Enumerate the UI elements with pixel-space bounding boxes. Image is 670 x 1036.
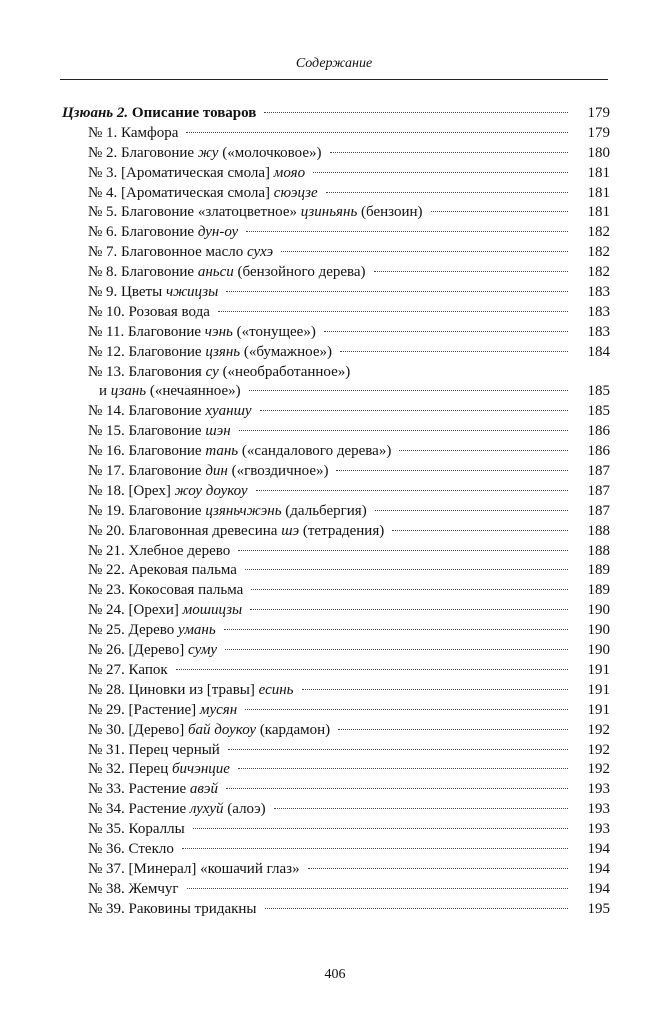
title-segment: № 5. Благовоние «златоцветное» xyxy=(88,204,301,221)
title-segment: су xyxy=(205,363,219,380)
title-segment: № 10. Розовая вода xyxy=(88,303,210,320)
dot-leader xyxy=(228,748,568,750)
dot-leader xyxy=(176,668,568,670)
dot-leader xyxy=(249,389,568,391)
toc-page-number: 187 xyxy=(587,463,610,480)
toc-entry-title xyxy=(88,601,242,621)
toc-entry-title xyxy=(88,681,294,701)
toc-page-number: 189 xyxy=(587,582,610,599)
toc-entry-title xyxy=(88,323,316,343)
title-segment: № 1. Камфора xyxy=(88,124,179,141)
title-segment: цзяньчжэнь xyxy=(205,502,282,519)
dot-leader xyxy=(239,429,568,431)
title-segment: № 21. Хлебное дерево xyxy=(88,542,231,559)
toc-entry xyxy=(62,223,610,243)
title-segment: (бензоин) xyxy=(357,204,423,221)
title-segment: суму xyxy=(188,642,218,659)
toc-entry-title xyxy=(88,840,174,860)
toc-entry xyxy=(62,661,610,681)
title-segment: (тетрадения) xyxy=(299,522,385,539)
toc-page-number: 192 xyxy=(587,761,610,778)
toc-entry xyxy=(62,601,610,621)
toc-entry xyxy=(62,203,610,223)
dot-leader xyxy=(193,827,568,829)
title-segment: («тонущее») xyxy=(232,323,316,340)
toc-entry-title xyxy=(88,263,366,283)
toc-entry-continuation xyxy=(62,382,610,402)
title-segment: № 39. Раковины тридакны xyxy=(88,900,257,917)
page-number: 406 xyxy=(324,967,346,982)
toc-page-number: 190 xyxy=(587,642,610,659)
title-segment: № 3. [Ароматическая смола] xyxy=(88,164,274,181)
toc-entry xyxy=(62,721,610,741)
toc-entry-title xyxy=(88,741,220,761)
title-segment: авэй xyxy=(189,781,219,798)
toc-entry xyxy=(62,482,610,502)
toc-entry-title xyxy=(88,780,218,800)
dot-leader xyxy=(256,489,568,491)
title-segment: есинь xyxy=(258,681,294,698)
toc-entry-title xyxy=(88,800,266,820)
title-segment: № 6. Благовоние xyxy=(88,224,198,241)
title-segment: № 28. Циновки из [травы] xyxy=(88,681,259,698)
running-head: Содержание xyxy=(295,56,373,71)
title-segment: № 25. Дерево xyxy=(88,622,179,639)
toc-entry-title xyxy=(88,283,218,303)
title-segment: № 7. Благовонное масло xyxy=(88,244,247,261)
title-segment: сухэ xyxy=(246,244,274,261)
toc-entry xyxy=(62,462,610,482)
toc-page-number: 191 xyxy=(587,661,610,678)
toc-page-number: 185 xyxy=(587,383,610,400)
toc-entry-title xyxy=(62,104,256,124)
toc-page-number: 189 xyxy=(587,562,610,579)
toc-page-number: 191 xyxy=(587,701,610,718)
title-segment: № 8. Благовоние xyxy=(88,264,198,281)
toc-page-number: 179 xyxy=(587,124,610,141)
toc-entry-title xyxy=(88,581,243,601)
title-segment: № 15. Благовоние xyxy=(88,423,206,440)
title-segment: хуаншу xyxy=(205,403,252,420)
dot-leader xyxy=(238,767,568,769)
toc-entry xyxy=(62,760,610,780)
title-segment: тань xyxy=(205,443,239,460)
toc-entry xyxy=(62,741,610,761)
dot-leader xyxy=(226,290,568,292)
dot-leader xyxy=(260,409,568,411)
header-rule xyxy=(60,79,608,80)
toc-entry xyxy=(62,581,610,601)
toc-entry-title xyxy=(88,422,231,442)
title-segment: № 19. Благовоние xyxy=(88,502,206,519)
toc-entry-title xyxy=(88,860,300,880)
table-of-contents xyxy=(62,104,610,920)
title-segment: («нечаянное») xyxy=(146,383,241,400)
toc-entry xyxy=(62,681,610,701)
dot-leader xyxy=(218,310,568,312)
title-segment: умань xyxy=(178,622,216,639)
toc-entry-title xyxy=(88,223,238,243)
toc-page-number: 183 xyxy=(587,323,610,340)
toc-page-number: 188 xyxy=(587,542,610,559)
title-segment: № 4. [Ароматическая смола] xyxy=(88,184,274,201)
toc-entry xyxy=(62,124,610,144)
dot-leader xyxy=(281,250,568,252)
dot-leader xyxy=(226,787,568,789)
toc-entry-title xyxy=(88,542,230,562)
dot-leader xyxy=(265,907,568,909)
title-segment: бай доукоу xyxy=(188,721,257,738)
toc-entry xyxy=(62,701,610,721)
toc-entry-title xyxy=(88,343,332,363)
toc-page-number: 188 xyxy=(587,522,610,539)
toc-page-number: 182 xyxy=(587,224,610,241)
title-segment: мошицзы xyxy=(182,602,243,619)
toc-entry-title xyxy=(88,760,230,780)
toc-entry xyxy=(62,422,610,442)
title-segment: лухуй xyxy=(189,801,224,818)
title-segment: № 38. Жемчуг xyxy=(88,880,179,897)
toc-page-number: 187 xyxy=(587,502,610,519)
toc-entry xyxy=(62,840,610,860)
toc-entry-title xyxy=(99,382,241,402)
title-segment: шэн xyxy=(205,423,231,440)
toc-entry xyxy=(62,343,610,363)
toc-entry xyxy=(62,621,610,641)
toc-entry xyxy=(62,243,610,263)
title-segment: жу xyxy=(197,144,219,161)
toc-page-number: 185 xyxy=(587,403,610,420)
title-segment: № 22. Арековая пальма xyxy=(88,562,237,579)
toc-entry xyxy=(62,880,610,900)
toc-page-number: 182 xyxy=(587,264,610,281)
toc-page-number: 190 xyxy=(587,602,610,619)
title-segment: № 33. Растение xyxy=(88,781,190,798)
toc-page-number: 194 xyxy=(587,840,610,857)
dot-leader xyxy=(182,847,568,849)
toc-page-number: 181 xyxy=(587,204,610,221)
dot-leader xyxy=(224,628,568,630)
toc-entry-title xyxy=(88,621,216,641)
title-segment: № 26. [Дерево] xyxy=(88,642,189,659)
toc-entry xyxy=(62,820,610,840)
title-segment: № 20. Благовонная древесина xyxy=(88,522,282,539)
title-segment: («бумажное») xyxy=(240,343,333,360)
dot-leader xyxy=(324,330,568,332)
toc-entry-title xyxy=(88,462,328,482)
toc-entry xyxy=(62,860,610,880)
toc-page-number: 193 xyxy=(587,801,610,818)
title-segment: Описание товаров xyxy=(128,105,257,121)
title-segment: чэнь xyxy=(204,323,233,340)
title-segment: № 36. Стекло xyxy=(88,840,174,857)
toc-entry-title xyxy=(88,243,273,263)
toc-entry xyxy=(62,402,610,422)
toc-page-number: 192 xyxy=(587,741,610,758)
toc-entry xyxy=(62,800,610,820)
title-segment: № 17. Благовоние xyxy=(88,463,206,480)
toc-entry xyxy=(62,542,610,562)
title-segment: сюэцзе xyxy=(273,184,318,201)
toc-entry-title xyxy=(88,561,237,581)
title-segment: № 12. Благовоние xyxy=(88,343,206,360)
title-segment: № 9. Цветы xyxy=(88,284,166,301)
toc-page-number: 180 xyxy=(587,144,610,161)
title-segment: и xyxy=(99,383,111,400)
toc-page-number: 181 xyxy=(587,184,610,201)
toc-entry-title xyxy=(88,661,168,681)
toc-entry xyxy=(62,442,610,462)
title-segment: («молочковое») xyxy=(218,144,322,161)
dot-leader xyxy=(374,270,568,272)
toc-page-number: 193 xyxy=(587,821,610,838)
title-segment: жоу доукоу xyxy=(174,482,248,499)
toc-page-number: 182 xyxy=(587,244,610,261)
toc-page-number: 195 xyxy=(587,900,610,917)
title-segment: № 30. [Дерево] xyxy=(88,721,189,738)
toc-entry xyxy=(62,641,610,661)
toc-entry xyxy=(62,164,610,184)
toc-entry xyxy=(62,144,610,164)
toc-page-number: 187 xyxy=(587,482,610,499)
toc-entry-title xyxy=(88,203,423,223)
toc-entry-title xyxy=(88,820,185,840)
dot-leader xyxy=(251,588,568,590)
title-segment: цзань xyxy=(110,383,147,400)
toc-page-number: 183 xyxy=(587,284,610,301)
dot-leader xyxy=(375,509,568,511)
title-segment: № 34. Растение xyxy=(88,801,190,818)
title-segment: Цзюань 2. xyxy=(62,105,129,121)
dot-leader xyxy=(245,708,568,710)
toc-entry xyxy=(62,303,610,323)
toc-entry-title xyxy=(88,701,237,721)
toc-entry-title xyxy=(88,363,350,383)
toc-entry-title xyxy=(88,502,367,522)
dot-leader xyxy=(399,449,568,451)
dot-leader xyxy=(338,728,568,730)
toc-page-number: 179 xyxy=(587,105,610,121)
title-segment: № 27. Капок xyxy=(88,661,168,678)
title-segment: № 13. Благовония xyxy=(88,363,206,380)
toc-entry xyxy=(62,363,610,383)
dot-leader xyxy=(225,648,568,650)
title-segment: (бензойного дерева) xyxy=(233,264,366,281)
toc-entry-title xyxy=(88,522,384,542)
toc-entry xyxy=(62,283,610,303)
toc-entry-title xyxy=(88,303,210,323)
toc-entry-title xyxy=(88,442,391,462)
dot-leader xyxy=(302,688,569,690)
toc-entry-title xyxy=(88,721,330,741)
toc-page-number: 183 xyxy=(587,303,610,320)
title-segment: № 18. [Орех] xyxy=(88,482,175,499)
toc-entry xyxy=(62,561,610,581)
dot-leader xyxy=(264,111,568,113)
toc-entry-title xyxy=(88,880,179,900)
toc-entry xyxy=(62,502,610,522)
toc-entry xyxy=(62,522,610,542)
toc-page-number: 191 xyxy=(587,681,610,698)
title-segment: № 32. Перец xyxy=(88,761,172,778)
dot-leader xyxy=(187,887,568,889)
toc-entry-title xyxy=(88,164,305,184)
title-segment: № 16. Благовоние xyxy=(88,443,206,460)
title-segment: № 14. Благовоние xyxy=(88,403,206,420)
title-segment: цзиньянь xyxy=(300,204,358,221)
title-segment: № 35. Кораллы xyxy=(88,821,185,838)
toc-page-number: 184 xyxy=(587,343,610,360)
toc-page-number: 186 xyxy=(587,443,610,460)
title-segment: бичэнцие xyxy=(172,761,230,778)
title-segment: № 24. [Орехи] xyxy=(88,602,183,619)
dot-leader xyxy=(431,210,568,212)
dot-leader xyxy=(308,867,568,869)
title-segment: № 11. Благовоние xyxy=(88,323,205,340)
title-segment: (кардамон) xyxy=(256,721,331,738)
toc-entry-title xyxy=(88,402,252,422)
title-segment: («необработанное») xyxy=(218,363,351,380)
title-segment: (алоэ) xyxy=(223,801,266,818)
toc-entry-title xyxy=(88,184,318,204)
toc-page-number: 181 xyxy=(587,164,610,181)
title-segment: № 31. Перец черный xyxy=(88,741,220,758)
title-segment: («сандалового дерева») xyxy=(238,443,392,460)
toc-entry xyxy=(62,184,610,204)
title-segment: № 37. [Минерал] «кошачий глаз» xyxy=(88,860,300,877)
toc-entry-title xyxy=(88,900,257,920)
title-segment: № 2. Благовоние xyxy=(88,144,198,161)
dot-leader xyxy=(250,608,568,610)
title-segment: мояо xyxy=(273,164,306,181)
dot-leader xyxy=(245,568,568,570)
toc-page-number: 192 xyxy=(587,721,610,738)
toc-page-number: 194 xyxy=(587,880,610,897)
title-segment: № 29. [Растение] xyxy=(88,701,200,718)
toc-entry-title xyxy=(88,482,248,502)
title-segment: (дальбергия) xyxy=(281,502,367,519)
title-segment: мусян xyxy=(199,701,238,718)
toc-chapter-heading xyxy=(62,104,610,124)
dot-leader xyxy=(392,529,568,531)
dot-leader xyxy=(238,549,568,551)
title-segment: № 23. Кокосовая пальма xyxy=(88,582,244,599)
dot-leader xyxy=(246,230,568,232)
dot-leader xyxy=(336,469,568,471)
dot-leader xyxy=(274,807,568,809)
toc-entry-title xyxy=(88,144,322,164)
title-segment: чжицзы xyxy=(165,284,219,301)
dot-leader xyxy=(326,191,568,193)
toc-entry xyxy=(62,780,610,800)
toc-entry xyxy=(62,323,610,343)
title-segment: дин xyxy=(205,463,228,480)
title-segment: («гвоздичное») xyxy=(227,463,329,480)
toc-page-number: 190 xyxy=(587,622,610,639)
dot-leader xyxy=(313,171,568,173)
title-segment: дун-оу xyxy=(197,224,239,241)
toc-page-number: 186 xyxy=(587,423,610,440)
dot-leader xyxy=(186,131,568,133)
toc-entry xyxy=(62,900,610,920)
dot-leader xyxy=(340,350,568,352)
toc-page-number: 193 xyxy=(587,781,610,798)
toc-entry-title xyxy=(88,124,178,144)
title-segment: шэ xyxy=(281,522,300,539)
dot-leader xyxy=(330,151,569,153)
toc-entry xyxy=(62,263,610,283)
toc-page-number: 194 xyxy=(587,860,610,877)
title-segment: аньси xyxy=(197,264,234,281)
toc-entry-title xyxy=(88,641,217,661)
title-segment: цзянь xyxy=(205,343,241,360)
